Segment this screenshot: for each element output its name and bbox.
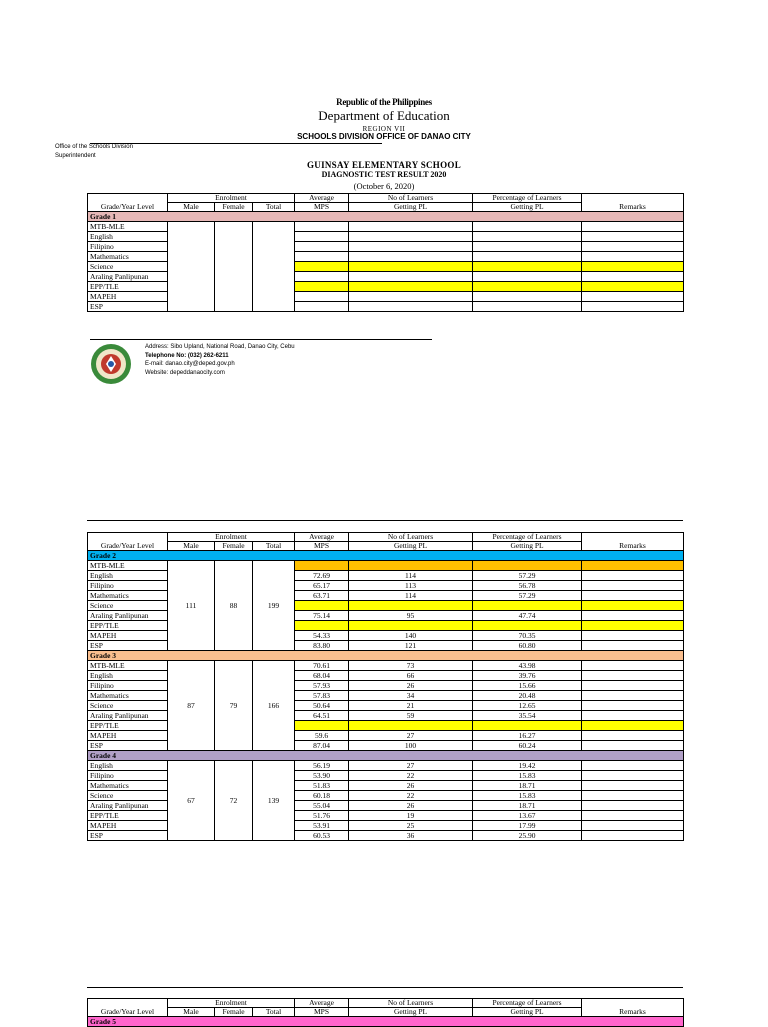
total-cell: 139: [253, 761, 295, 841]
subject-cell: EPP/TLE: [88, 621, 168, 631]
subject-cell: EPP/TLE: [88, 721, 168, 731]
mps-cell: 51.76: [295, 811, 349, 821]
percentage-cell: 20.48: [473, 691, 582, 701]
learners-cell: 36: [349, 831, 473, 841]
percentage-cell: 15.66: [473, 681, 582, 691]
col-male: Male: [168, 203, 215, 212]
col-percentage-sub: Getting PL: [473, 542, 582, 551]
mps-cell: 55.04: [295, 801, 349, 811]
school-name: GUINSAY ELEMENTARY SCHOOL: [306, 160, 462, 170]
col-learners: No of Learners: [349, 999, 473, 1008]
subject-cell: EPP/TLE: [88, 811, 168, 821]
male-cell: 87: [168, 661, 215, 751]
learners-cell: 114: [349, 571, 473, 581]
grade5-table: [87, 998, 684, 1027]
learners-cell: 21: [349, 701, 473, 711]
learners-cell: 27: [349, 761, 473, 771]
col-learners: No of Learners: [349, 194, 473, 203]
female-cell: 88: [215, 561, 253, 651]
mps-cell: 75.14: [295, 611, 349, 621]
learners-cell: 73: [349, 661, 473, 671]
mps-cell: 54.33: [295, 631, 349, 641]
col-average: Average: [295, 999, 349, 1008]
learners-cell: 121: [349, 641, 473, 651]
office-label: Office of the Schools Division Superintendent: [55, 144, 133, 159]
subject-cell: Araling Panlipunan: [88, 801, 168, 811]
col-learners-sub: Getting PL: [349, 542, 473, 551]
col-mps: MPS: [295, 203, 349, 212]
grade-label: Grade 1: [88, 212, 684, 222]
subject-cell: ESP: [88, 302, 168, 312]
female-cell: [215, 222, 253, 312]
mps-cell: 72.69: [295, 571, 349, 581]
footer-rule: [90, 339, 432, 340]
col-grade: Grade/Year Level: [88, 999, 168, 1017]
col-male: Male: [168, 1008, 215, 1017]
mps-cell: 56.19: [295, 761, 349, 771]
mps-cell: 64.51: [295, 711, 349, 721]
learners-cell: 26: [349, 781, 473, 791]
col-percentage: Percentage of Learners: [473, 194, 582, 203]
learners-cell: 34: [349, 691, 473, 701]
col-percentage-sub: Getting PL: [473, 1008, 582, 1017]
percentage-cell: 56.78: [473, 581, 582, 591]
division-heading: SCHOOLS DIVISION OFFICE OF DANAO CITY: [297, 132, 471, 141]
percentage-cell: 60.24: [473, 741, 582, 751]
learners-cell: 25: [349, 821, 473, 831]
col-enrolment: Enrolment: [168, 999, 295, 1008]
col-female: Female: [215, 203, 253, 212]
mps-cell: 57.83: [295, 691, 349, 701]
subject-cell: MTB-MLE: [88, 561, 168, 571]
grade1-table: [87, 193, 684, 312]
percentage-cell: 70.35: [473, 631, 582, 641]
mps-cell: 53.90: [295, 771, 349, 781]
percentage-cell: 19.42: [473, 761, 582, 771]
website-text: Website: depeddanaocity.com: [145, 369, 225, 376]
col-remarks: Remarks: [582, 194, 684, 212]
col-remarks: Remarks: [582, 533, 684, 551]
percentage-cell: 25.90: [473, 831, 582, 841]
mps-cell: 57.93: [295, 681, 349, 691]
male-cell: [168, 222, 215, 312]
subject-cell: EPP/TLE: [88, 282, 168, 292]
col-total: Total: [253, 1008, 295, 1017]
learners-cell: 66: [349, 671, 473, 681]
percentage-cell: 57.29: [473, 591, 582, 601]
learners-cell: 22: [349, 791, 473, 801]
mps-cell: 60.53: [295, 831, 349, 841]
col-learners-sub: Getting PL: [349, 203, 473, 212]
republic-heading: Republic of the Philippines: [336, 97, 432, 107]
col-female: Female: [215, 542, 253, 551]
col-enrolment: Enrolment: [168, 533, 295, 542]
mps-cell: 70.61: [295, 661, 349, 671]
learners-cell: 19: [349, 811, 473, 821]
percentage-cell: 16.27: [473, 731, 582, 741]
col-grade: Grade/Year Level: [88, 533, 168, 551]
subject-cell: English: [88, 761, 168, 771]
subject-cell: Araling Panlipunan: [88, 272, 168, 282]
col-percentage: Percentage of Learners: [473, 533, 582, 542]
subject-cell: Mathematics: [88, 252, 168, 262]
col-percentage: Percentage of Learners: [473, 999, 582, 1008]
percentage-cell: 12.65: [473, 701, 582, 711]
grade-label: Grade 2: [88, 551, 684, 561]
female-cell: 72: [215, 761, 253, 841]
subject-cell: MTB-MLE: [88, 222, 168, 232]
col-enrolment: Enrolment: [168, 194, 295, 203]
grade-label: Grade 5: [88, 1017, 684, 1027]
col-average: Average: [295, 194, 349, 203]
telephone-text: Telephone No: (032) 262-6211: [145, 352, 229, 359]
col-remarks: Remarks: [582, 999, 684, 1017]
percentage-cell: 57.29: [473, 571, 582, 581]
learners-cell: 26: [349, 681, 473, 691]
subject-cell: MAPEH: [88, 292, 168, 302]
total-cell: 166: [253, 661, 295, 751]
grade-label: Grade 3: [88, 651, 684, 661]
total-cell: [253, 222, 295, 312]
col-female: Female: [215, 1008, 253, 1017]
department-heading: Department of Education: [318, 108, 450, 123]
mps-cell: 83.80: [295, 641, 349, 651]
subject-cell: Science: [88, 262, 168, 272]
percentage-cell: 43.98: [473, 661, 582, 671]
percentage-cell: 39.76: [473, 671, 582, 681]
col-grade: Grade/Year Level: [88, 194, 168, 212]
male-cell: 111: [168, 561, 215, 651]
col-average: Average: [295, 533, 349, 542]
subject-cell: MAPEH: [88, 631, 168, 641]
percentage-cell: 60.80: [473, 641, 582, 651]
mps-cell: 50.64: [295, 701, 349, 711]
male-cell: 67: [168, 761, 215, 841]
learners-cell: 59: [349, 711, 473, 721]
deped-seal-icon: [90, 343, 132, 385]
region-heading: REGION VII: [362, 125, 406, 133]
grade-label: Grade 4: [88, 751, 684, 761]
female-cell: 79: [215, 661, 253, 751]
subject-cell: English: [88, 571, 168, 581]
mps-cell: 63.71: [295, 591, 349, 601]
learners-cell: 100: [349, 741, 473, 751]
subject-cell: English: [88, 671, 168, 681]
grades-2-4-table: [87, 532, 684, 841]
total-cell: 199: [253, 561, 295, 651]
col-learners: No of Learners: [349, 533, 473, 542]
percentage-cell: 13.67: [473, 811, 582, 821]
email-text: E-mail: danao.city@deped.gov.ph: [145, 361, 235, 367]
address-text: Address: Sibo Upland, National Road, Danao City, Cebu: [145, 344, 295, 350]
col-percentage-sub: Getting PL: [473, 203, 582, 212]
col-male: Male: [168, 542, 215, 551]
learners-cell: 27: [349, 731, 473, 741]
subject-cell: Science: [88, 791, 168, 801]
mps-cell: 53.91: [295, 821, 349, 831]
percentage-cell: 35.54: [473, 711, 582, 721]
learners-cell: 140: [349, 631, 473, 641]
percentage-cell: 47.74: [473, 611, 582, 621]
footer-contact: [145, 343, 295, 377]
test-date: (October 6, 2020): [353, 181, 415, 191]
mps-cell: 60.18: [295, 791, 349, 801]
percentage-cell: 17.99: [473, 821, 582, 831]
subject-cell: Filipino: [88, 771, 168, 781]
subject-cell: MTB-MLE: [88, 661, 168, 671]
test-title: DIAGNOSTIC TEST RESULT 2020: [321, 170, 447, 179]
col-learners-sub: Getting PL: [349, 1008, 473, 1017]
subject-cell: Filipino: [88, 681, 168, 691]
subject-cell: Science: [88, 701, 168, 711]
mps-cell: 87.04: [295, 741, 349, 751]
subject-cell: Filipino: [88, 242, 168, 252]
col-total: Total: [253, 203, 295, 212]
subject-cell: MAPEH: [88, 821, 168, 831]
learners-cell: 22: [349, 771, 473, 781]
subject-cell: Mathematics: [88, 691, 168, 701]
mps-cell: 59.6: [295, 731, 349, 741]
learners-cell: 95: [349, 611, 473, 621]
mps-cell: 65.17: [295, 581, 349, 591]
subject-cell: Araling Panlipunan: [88, 711, 168, 721]
col-mps: MPS: [295, 1008, 349, 1017]
learners-cell: 114: [349, 591, 473, 601]
percentage-cell: 15.83: [473, 771, 582, 781]
mps-cell: 51.83: [295, 781, 349, 791]
subject-cell: English: [88, 232, 168, 242]
subject-cell: Science: [88, 601, 168, 611]
subject-cell: Filipino: [88, 581, 168, 591]
subject-cell: ESP: [88, 831, 168, 841]
mps-cell: 68.04: [295, 671, 349, 681]
page-rule: [87, 520, 683, 521]
page-rule: [87, 987, 683, 988]
percentage-cell: 18.71: [473, 781, 582, 791]
subject-cell: Mathematics: [88, 591, 168, 601]
subject-cell: ESP: [88, 641, 168, 651]
learners-cell: 26: [349, 801, 473, 811]
col-mps: MPS: [295, 542, 349, 551]
percentage-cell: 18.71: [473, 801, 582, 811]
subject-cell: Mathematics: [88, 781, 168, 791]
subject-cell: Araling Panlipunan: [88, 611, 168, 621]
percentage-cell: 15.83: [473, 791, 582, 801]
col-total: Total: [253, 542, 295, 551]
subject-cell: MAPEH: [88, 731, 168, 741]
learners-cell: 113: [349, 581, 473, 591]
subject-cell: ESP: [88, 741, 168, 751]
